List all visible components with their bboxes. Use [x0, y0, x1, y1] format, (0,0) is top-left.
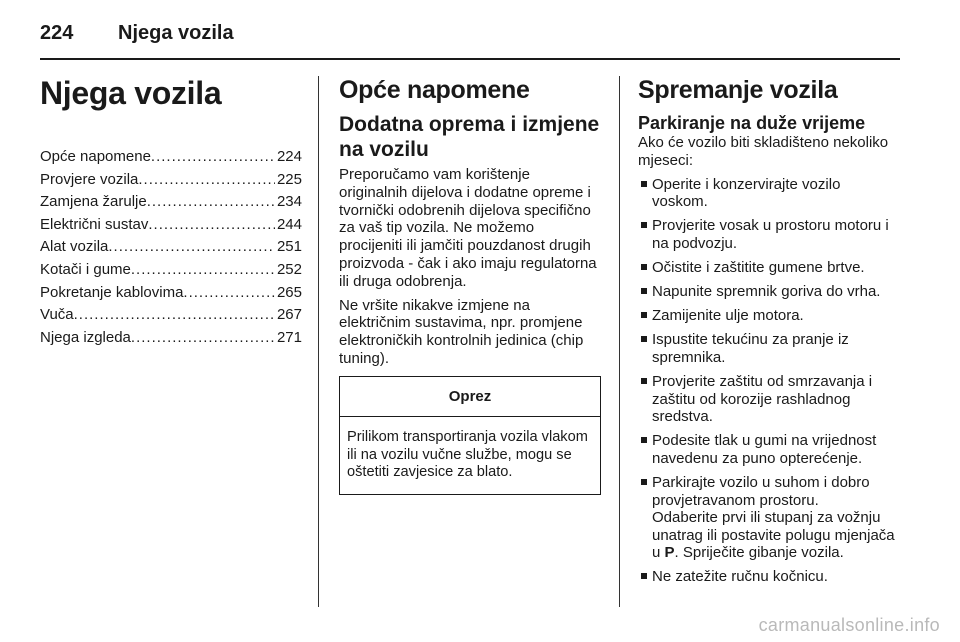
bullet-square-icon [641, 336, 647, 342]
list-item: Napunite spremnik goriva do vrha. [638, 283, 900, 301]
paragraph-original-parts: Preporučamo vam korištenje originalnih dijelova i dodatne opreme i tvornički odobrenih dijelova specifično za vaš tip vozila. Ne možemo procijeniti ili jamčiti pouzdanost drugih proizvoda - čak i ako imaju regulatorna ili druga odobrenja. [339, 166, 597, 290]
toc-dot-leader [151, 146, 275, 169]
parking-continuation: Odaberite prvi ili stupanj za vožnju unatrag ili postavite polugu mjenjača u P. Spriječite gibanje vozila. [652, 509, 895, 562]
section-title-storage: Spremanje vozila [638, 76, 838, 104]
toc-entry[interactable] [40, 282, 302, 305]
gear-position-label: P [664, 544, 675, 562]
toc-entry[interactable] [40, 191, 302, 214]
toc-entry-page: 265 [276, 283, 302, 301]
running-title: Njega vozila [118, 21, 234, 44]
toc-entry-page: 271 [276, 328, 302, 346]
list-item-parking: Parkirajte vozilo u suhom i dobro provjetravanom prostoru. Odaberite prvi ili stupanj za vožnju unatrag ili postavite polugu mjenjača u P. Spriječite gibanje vozila. [638, 474, 900, 562]
list-item: Ne zatežite ručnu kočnicu. [638, 568, 900, 586]
toc-dot-leader [108, 236, 275, 259]
list-item: Ispustite tekućinu za pranje iz spremnika. [638, 331, 900, 366]
header-rule [40, 58, 900, 60]
toc-entry-page: 225 [276, 170, 302, 188]
list-item: Očistite i zaštitite gumene brtve. [638, 259, 900, 277]
toc-dot-leader [183, 282, 275, 305]
column-divider-right [619, 76, 620, 607]
bullet-square-icon [641, 288, 647, 294]
page-number: 224 [40, 21, 74, 44]
toc-entry[interactable] [40, 146, 302, 169]
bullet-square-icon [641, 312, 647, 318]
toc-entry-page: 267 [276, 306, 302, 324]
list-item: Podesite tlak u gumi na vrijednost navedenu za puno opterećenje. [638, 432, 900, 467]
toc-entry-page: 251 [276, 238, 302, 256]
storage-checklist [638, 176, 900, 586]
list-item: Operite i konzervirajte vozilo voskom. [638, 176, 900, 211]
toc-entry-label: Kotači i gume [40, 260, 131, 278]
toc-entry-label: Električni sustav [40, 215, 149, 233]
toc-entry-page: 224 [276, 148, 302, 165]
storage-intro: Ako će vozilo biti skladišteno nekoliko mjeseci: [638, 134, 889, 169]
toc-entry-page: 244 [276, 215, 302, 233]
list-item: Provjerite vosak u prostoru motoru i na podvozju. [638, 217, 900, 252]
toc-entry[interactable] [40, 169, 302, 192]
bullet-square-icon [641, 264, 647, 270]
toc-entry-page: 234 [276, 193, 302, 211]
bullet-square-icon [641, 573, 647, 579]
table-of-contents [40, 146, 302, 349]
storage-column [638, 74, 900, 592]
subsection-title-parking: Parkiranje na duže vrijeme [638, 113, 866, 133]
list-item: Zamijenite ulje motora. [638, 307, 900, 325]
page-header [40, 18, 234, 48]
caution-text: Prilikom transportiranja vozila vlakom ili na vozilu vučne službe, mogu se oštetiti zavjesice za blato. [347, 428, 588, 481]
chapter-title: Njega vozila [40, 75, 222, 111]
toc-entry-label: Njega izgleda [40, 328, 131, 346]
toc-dot-leader [147, 191, 275, 214]
toc-entry-label: Pokretanje kablovima [40, 283, 184, 301]
column-divider-left [318, 76, 319, 607]
bullet-square-icon [641, 222, 647, 228]
toc-dot-leader [148, 214, 275, 237]
watermark: carmanualsonline.info [758, 615, 940, 635]
general-notes-column [339, 74, 601, 495]
toc-entry[interactable] [40, 259, 302, 282]
caution-heading: Oprez [340, 377, 600, 417]
toc-dot-leader [131, 259, 275, 282]
paragraph-electrical: Ne vršite nikakve izmjene na električnim sustavima, npr. promjene elektroničkih kontrolnih jedinica (chip tuning). [339, 296, 584, 367]
toc-entry[interactable] [40, 236, 302, 259]
toc-dot-leader [74, 304, 275, 327]
toc-entry[interactable] [40, 214, 302, 237]
toc-entry-page: 252 [276, 260, 302, 278]
chapter-column [40, 74, 302, 349]
toc-entry-label: Vuča [40, 306, 74, 324]
toc-entry-label: Zamjena žarulje [40, 193, 147, 211]
toc-entry[interactable] [40, 304, 302, 327]
subsection-title-accessories: Dodatna oprema i izmjene na vozilu [339, 113, 600, 161]
toc-dot-leader [131, 327, 275, 350]
bullet-square-icon [641, 479, 647, 485]
toc-entry-label: Opće napomene [40, 148, 151, 165]
list-item: Provjerite zaštitu od smrzavanja i zaštitu od korozije rashladnog sredstva. [638, 373, 900, 426]
toc-entry-label: Alat vozila [40, 238, 109, 256]
toc-dot-leader [138, 169, 275, 192]
bullet-square-icon [641, 181, 647, 187]
bullet-square-icon [641, 437, 647, 443]
toc-entry-label: Provjere vozila [40, 170, 139, 188]
section-title-general: Opće napomene [339, 76, 530, 104]
toc-entry[interactable] [40, 327, 302, 350]
bullet-square-icon [641, 378, 647, 384]
caution-box [339, 376, 601, 495]
